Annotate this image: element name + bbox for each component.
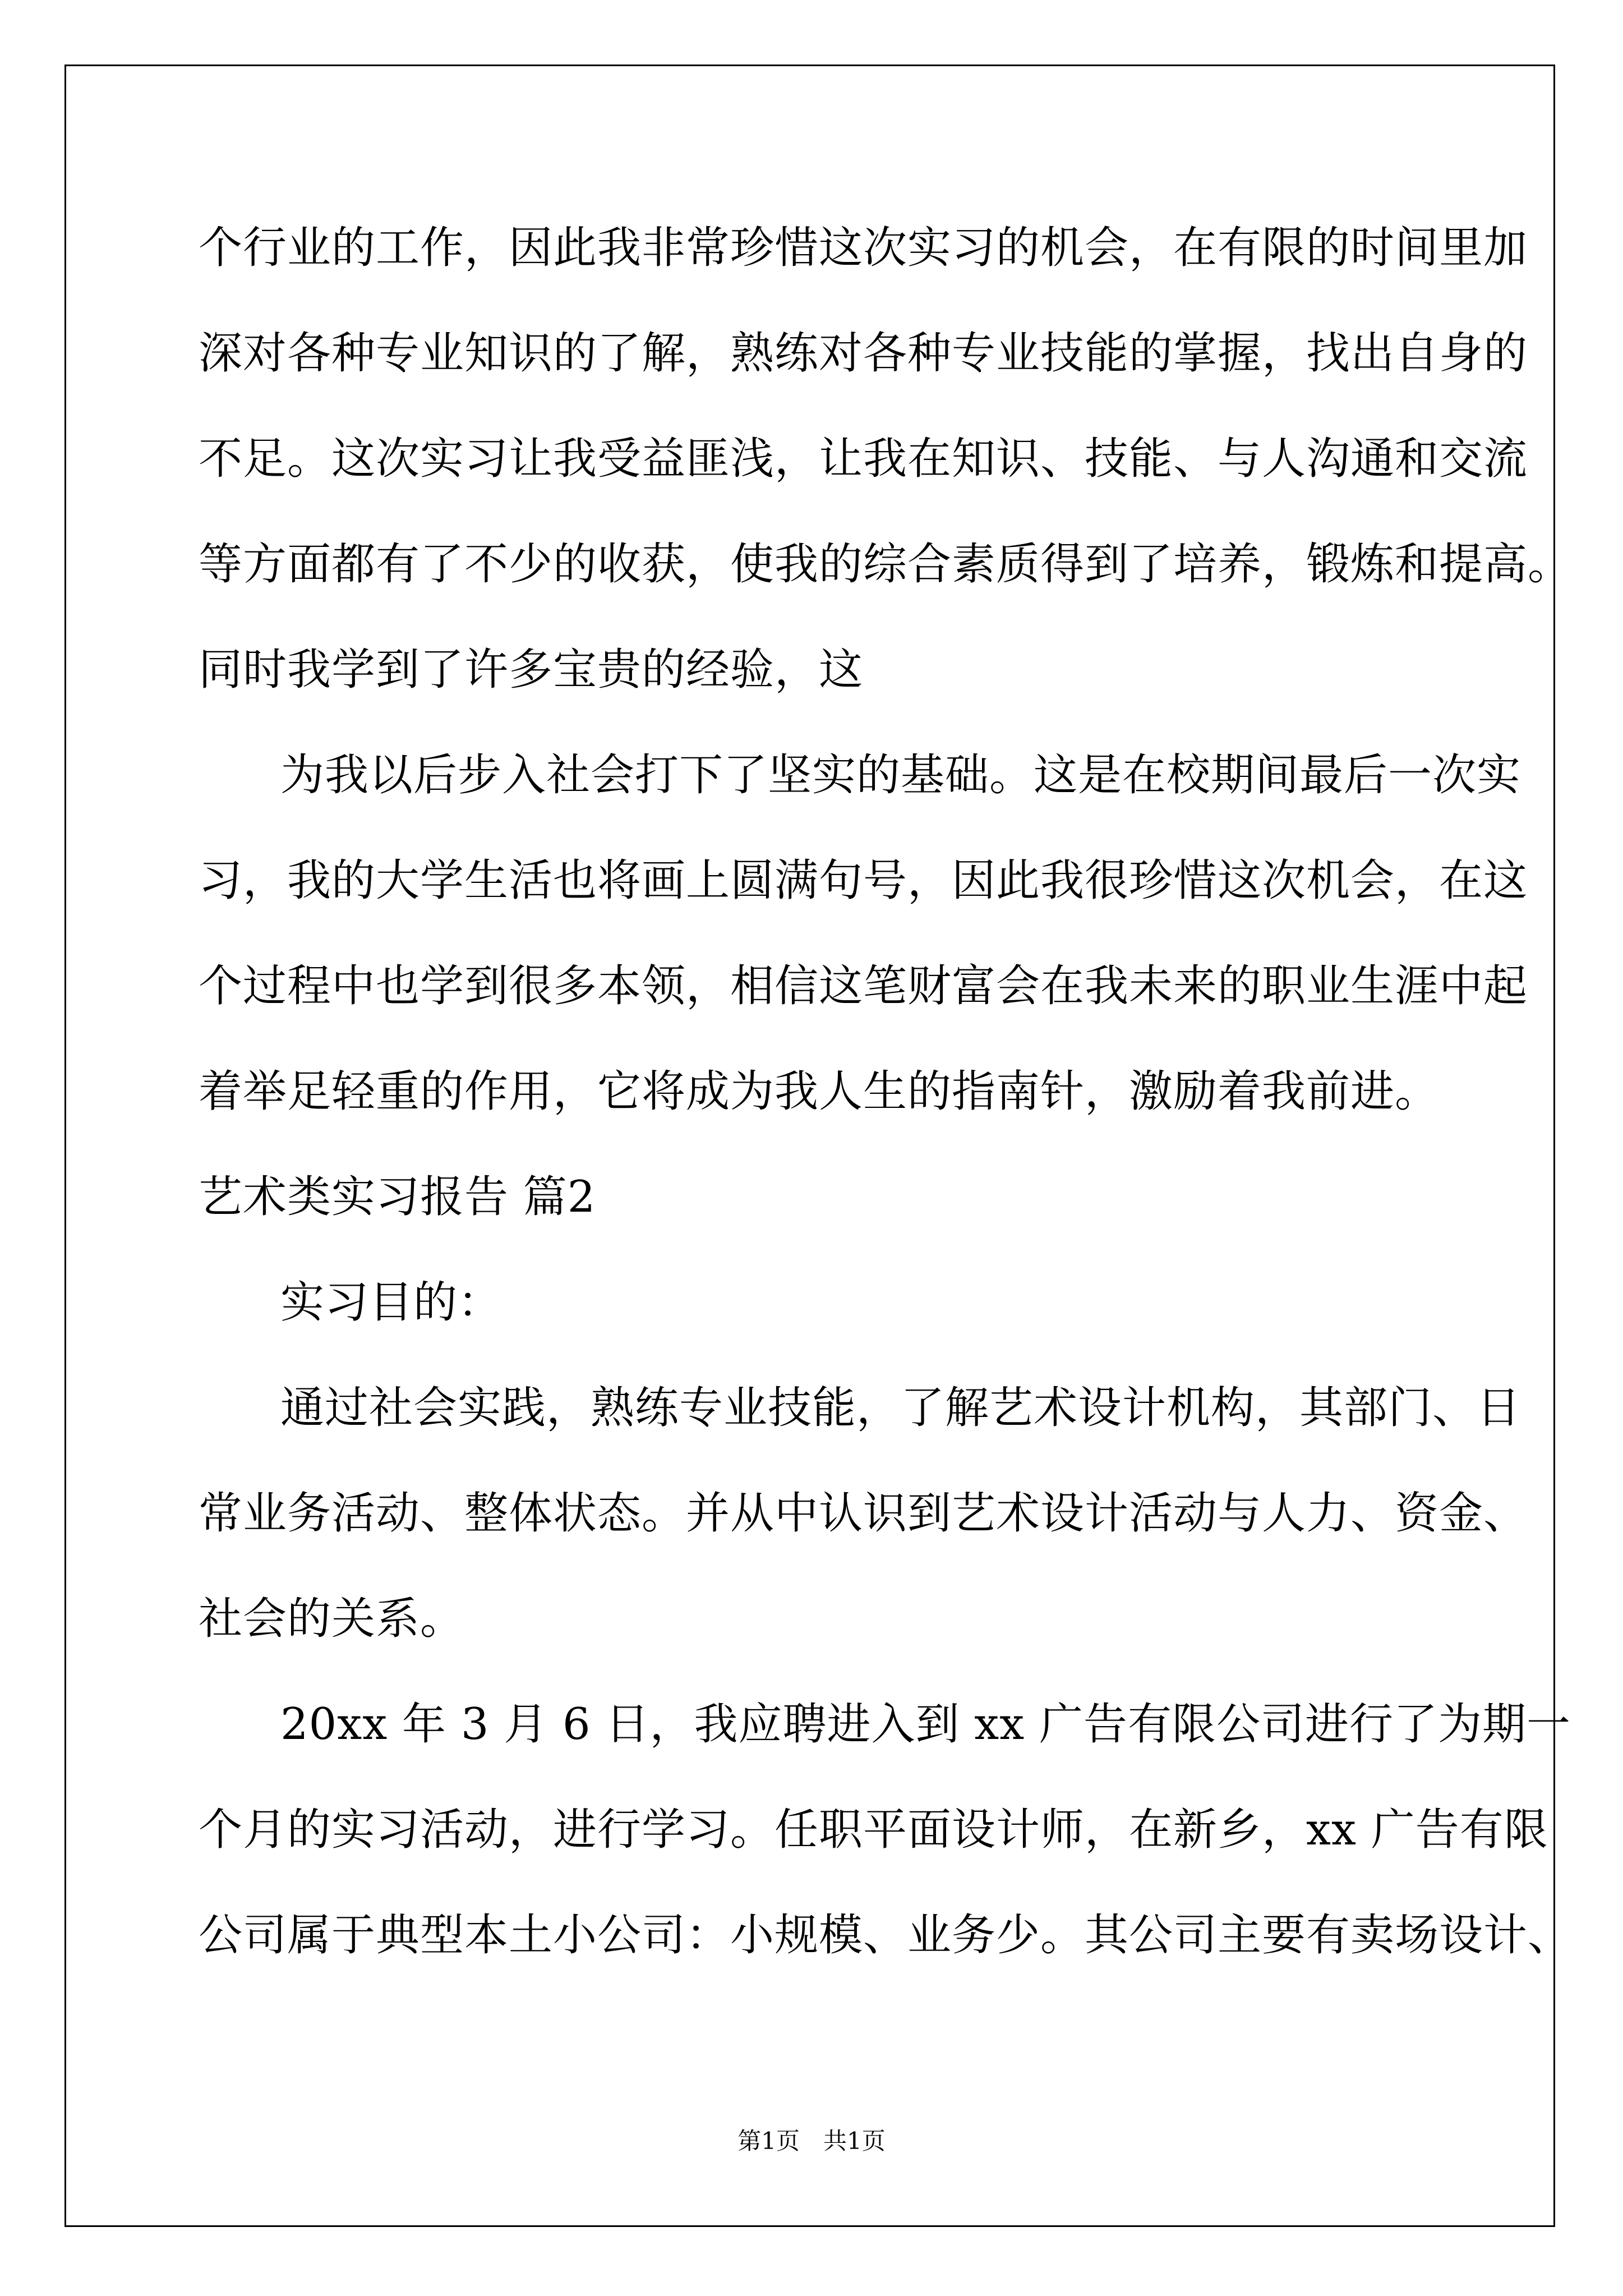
- text-line: 为我以后步入社会打下了坚实的基础。这是在校期间最后一次实: [280, 750, 1521, 800]
- page-frame: [64, 65, 1555, 2227]
- text-line: 深对各种专业知识的了解，熟练对各种专业技能的掌握，找出自身的: [199, 328, 1528, 379]
- text-line: 个行业的工作，因此我非常珍惜这次实习的机会，在有限的时间里加: [199, 223, 1528, 273]
- text-line: 20xx 年 3 月 6 日，我应聘进入到 xx 广告有限公司进行了为期一: [280, 1699, 1571, 1750]
- text-line: 习，我的大学生活也将画上圆满句号，因此我很珍惜这次机会，在这: [199, 855, 1528, 906]
- text-line: 通过社会实践，熟练专业技能，了解艺术设计机构，其部门、日: [280, 1383, 1521, 1433]
- text-line: 不足。这次实习让我受益匪浅，让我在知识、技能、与人沟通和交流: [199, 434, 1528, 484]
- text-line: 个月的实习活动，进行学习。任职平面设计师，在新乡，xx 广告有限: [199, 1805, 1548, 1855]
- text-line: 等方面都有了不少的收获，使我的综合素质得到了培养，锻炼和提高。: [199, 539, 1573, 590]
- text-line: 同时我学到了许多宝贵的经验，这: [199, 645, 864, 695]
- text-line: 公司属于典型本土小公司：小规模、业务少。其公司主要有卖场设计、: [199, 1910, 1573, 1961]
- page-number: 第1页: [737, 2127, 800, 2155]
- text-line: 社会的关系。: [199, 1594, 465, 1644]
- text-line: 个过程中也学到很多本领，相信这笔财富会在我未来的职业生涯中起: [199, 961, 1528, 1011]
- page-footer: [0, 2124, 1623, 2158]
- text-line: 着举足轻重的作用，它将成为我人生的指南针，激励着我前进。: [199, 1066, 1440, 1117]
- text-line: 常业务活动、整体状态。并从中认识到艺术设计活动与人力、资金、: [199, 1488, 1528, 1539]
- text-line: 实习目的：: [280, 1277, 502, 1328]
- section-heading: 艺术类实习报告 篇2: [199, 1172, 596, 1222]
- page-total: 共1页: [823, 2127, 886, 2155]
